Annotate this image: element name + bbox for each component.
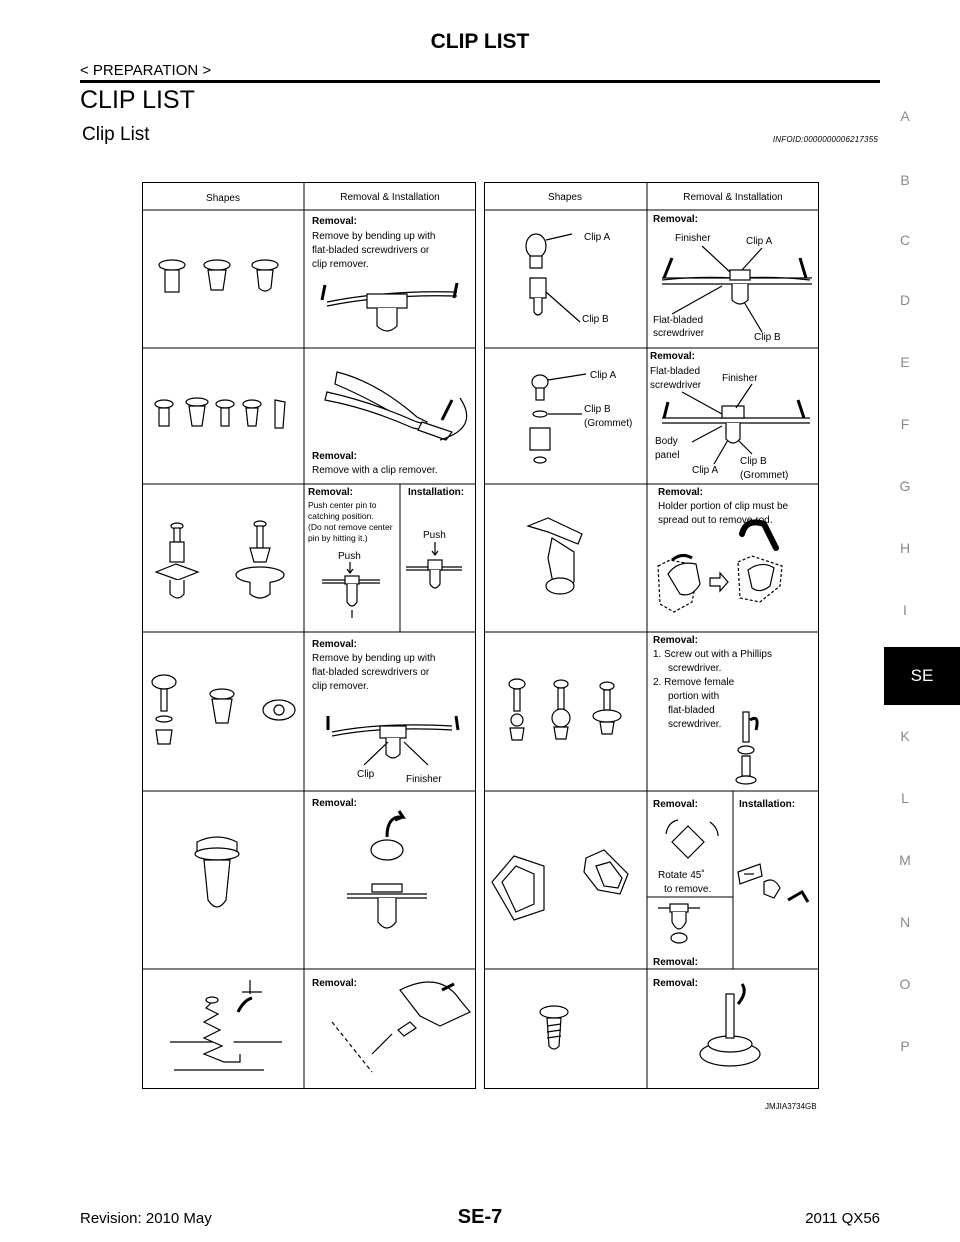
- nav-letter-c[interactable]: C: [899, 232, 911, 248]
- left-r6-title: Removal:: [312, 978, 358, 989]
- right-r5-removal-2-title: Removal:: [653, 957, 699, 968]
- left-r1-line-2: flat-bladed screwdrivers or: [312, 245, 430, 256]
- left-r3-line-3: (Do not remove center: [308, 522, 393, 532]
- right-r2-flat-label-2: screwdriver: [650, 380, 702, 391]
- right-r4-line-4: portion with: [668, 691, 720, 702]
- right-r4-line-6: screwdriver.: [668, 719, 722, 730]
- left-r3-installation-title: Installation:: [408, 487, 465, 498]
- right-r4-title: Removal:: [653, 635, 699, 646]
- right-r4-removal-illustration: [736, 712, 757, 784]
- right-r6-removal-illustration: [700, 984, 760, 1066]
- right-r1-flat-label-2: screwdriver: [653, 328, 705, 339]
- right-r1-clip-a2-label: Clip A: [746, 236, 773, 247]
- footer-page-number: SE-7: [457, 1206, 503, 1228]
- right-table-grid: [484, 182, 819, 1089]
- left-r4-finisher-label: Finisher: [406, 774, 442, 785]
- right-r5-rotate-label-1: Rotate 45˚: [658, 870, 705, 881]
- left-r4-title: Removal:: [312, 639, 358, 650]
- right-r1-clip-b2-label: Clip B: [754, 332, 781, 343]
- left-r4-line-3: clip remover.: [312, 681, 369, 692]
- left-r3-line-2: catching position.: [308, 511, 374, 521]
- right-r2-grommet-label: (Grommet): [584, 418, 633, 429]
- right-r5-removal-2-illustration: [658, 904, 700, 943]
- nav-letter-d[interactable]: D: [899, 292, 911, 308]
- left-r2-title: Removal:: [312, 451, 358, 462]
- nav-letter-g[interactable]: G: [899, 478, 911, 494]
- left-r1-title: Removal:: [312, 216, 358, 227]
- left-r2-line-1: Remove with a clip remover.: [312, 465, 438, 476]
- left-r3-line-4: pin by hitting it.): [308, 533, 368, 543]
- right-r2-clip-b2-label: Clip B: [740, 456, 767, 467]
- right-r5-installation-title: Installation:: [739, 799, 796, 810]
- left-row-1-shapes: [159, 260, 278, 292]
- nav-letter-k[interactable]: K: [900, 728, 910, 744]
- left-r1-removal-illustration: [322, 283, 457, 331]
- right-r5-rotate-label-2: to remove.: [664, 884, 712, 895]
- nav-letter-h[interactable]: H: [899, 540, 911, 556]
- left-row-3-shapes: [156, 521, 284, 598]
- right-r2-removal-illustration: [662, 384, 810, 464]
- info-id: INFOID:0000000006217355: [772, 135, 878, 144]
- figure-id: JMJIA3734GB: [765, 1102, 817, 1111]
- left-table-grid: [142, 182, 476, 1089]
- right-r4-line-1: 1. Screw out with a Phillips: [653, 649, 772, 660]
- nav-tab-se-active[interactable]: SE: [884, 647, 960, 705]
- right-r2-flat-label-1: Flat-bladed: [650, 366, 701, 377]
- nav-letter-m[interactable]: M: [899, 852, 911, 868]
- right-r4-line-2: screwdriver.: [668, 663, 722, 674]
- left-r4-line-1: Remove by bending up with: [312, 653, 436, 664]
- nav-letter-l[interactable]: L: [901, 790, 909, 806]
- left-r3-line-1: Push center pin to: [308, 500, 377, 510]
- right-row-5-shapes: [492, 850, 628, 920]
- left-r2-clip-remover-illustration: [325, 372, 467, 440]
- right-r4-line-5: flat-bladed: [668, 705, 715, 716]
- clip-list-figure: [142, 182, 822, 1099]
- page-header-title: CLIP LIST: [430, 30, 530, 53]
- left-r3-removal-illustration: [322, 562, 380, 618]
- nav-letter-i[interactable]: I: [903, 602, 907, 618]
- left-r3-title: Removal:: [308, 487, 354, 498]
- right-r1-flat-label-1: Flat-bladed: [653, 315, 704, 326]
- left-col-removal-header: Removal & Installation: [340, 192, 440, 203]
- right-r1-finisher-label: Finisher: [675, 233, 711, 244]
- nav-letter-o[interactable]: O: [899, 976, 911, 992]
- right-col-shapes-header: Shapes: [548, 192, 582, 203]
- nav-letter-n[interactable]: N: [899, 914, 911, 930]
- left-r5-title: Removal:: [312, 798, 358, 809]
- right-r2-grommet2-label: (Grommet): [740, 470, 789, 481]
- nav-letter-p[interactable]: P: [900, 1038, 910, 1054]
- right-r6-title: Removal:: [653, 978, 699, 989]
- left-row-6-shapes: [170, 980, 282, 1070]
- right-row-2-shapes: [530, 374, 586, 463]
- left-r3-installation-illustration: [406, 542, 462, 588]
- left-r6-removal-illustration: [332, 982, 470, 1072]
- right-col-removal-header: Removal & Installation: [683, 192, 783, 203]
- right-r2-body-label-1: Body: [655, 436, 678, 447]
- nav-letter-e[interactable]: E: [900, 354, 910, 370]
- right-r3-removal-illustration: [658, 522, 782, 612]
- left-row-5-shapes: [195, 837, 239, 907]
- right-row-3-shapes: [528, 518, 582, 594]
- right-r2-clip-b-label: Clip B: [584, 404, 611, 415]
- right-r2-clip-a2-label: Clip A: [692, 465, 719, 476]
- right-r2-clip-a-label: Clip A: [590, 370, 617, 381]
- left-r5-removal-illustration: [347, 811, 427, 928]
- right-r1-clip-a-label: Clip A: [584, 232, 611, 243]
- nav-letter-f[interactable]: F: [900, 416, 910, 432]
- footer-revision: Revision: 2010 May: [80, 1210, 212, 1227]
- right-r2-title: Removal:: [650, 351, 696, 362]
- right-row-1-shapes: [526, 234, 580, 322]
- right-row-4-shapes: [509, 679, 621, 740]
- right-r4-line-3: 2. Remove female: [653, 677, 735, 688]
- nav-letter-a[interactable]: A: [900, 108, 910, 124]
- left-r1-line-3: clip remover.: [312, 259, 369, 270]
- left-row-2-shapes: [155, 398, 285, 428]
- header-rule: [80, 80, 880, 83]
- nav-letter-b[interactable]: B: [900, 172, 910, 188]
- left-r3-installation-push-label: Push: [423, 530, 446, 541]
- right-r3-line-1: Holder portion of clip must be: [658, 501, 789, 512]
- right-r3-line-2: spread out to remove rod.: [658, 515, 773, 526]
- breadcrumb: < PREPARATION >: [80, 62, 212, 79]
- right-r3-title: Removal:: [658, 487, 704, 498]
- left-r3-push-label: Push: [338, 551, 361, 562]
- left-r4-clip-label: Clip: [357, 769, 375, 780]
- right-r5-rotate-illustration: [666, 820, 718, 858]
- footer-model: 2011 QX56: [805, 1210, 880, 1227]
- left-r4-line-2: flat-bladed screwdrivers or: [312, 667, 430, 678]
- section-title: CLIP LIST: [80, 86, 195, 114]
- right-r2-finisher-label: Finisher: [722, 373, 758, 384]
- left-col-shapes-header: Shapes: [206, 193, 240, 204]
- right-row-6-shapes: [540, 1006, 568, 1049]
- subsection-title: Clip List: [82, 124, 150, 145]
- left-r4-removal-illustration: [328, 716, 458, 765]
- right-r5-title: Removal:: [653, 799, 699, 810]
- right-r2-body-label-2: panel: [655, 450, 680, 461]
- left-row-4-shapes: [152, 675, 295, 744]
- right-r5-installation-illustration: [738, 864, 808, 902]
- right-r1-title: Removal:: [653, 214, 699, 225]
- left-r1-line-1: Remove by bending up with: [312, 231, 436, 242]
- right-r1-clip-b-label: Clip B: [582, 314, 609, 325]
